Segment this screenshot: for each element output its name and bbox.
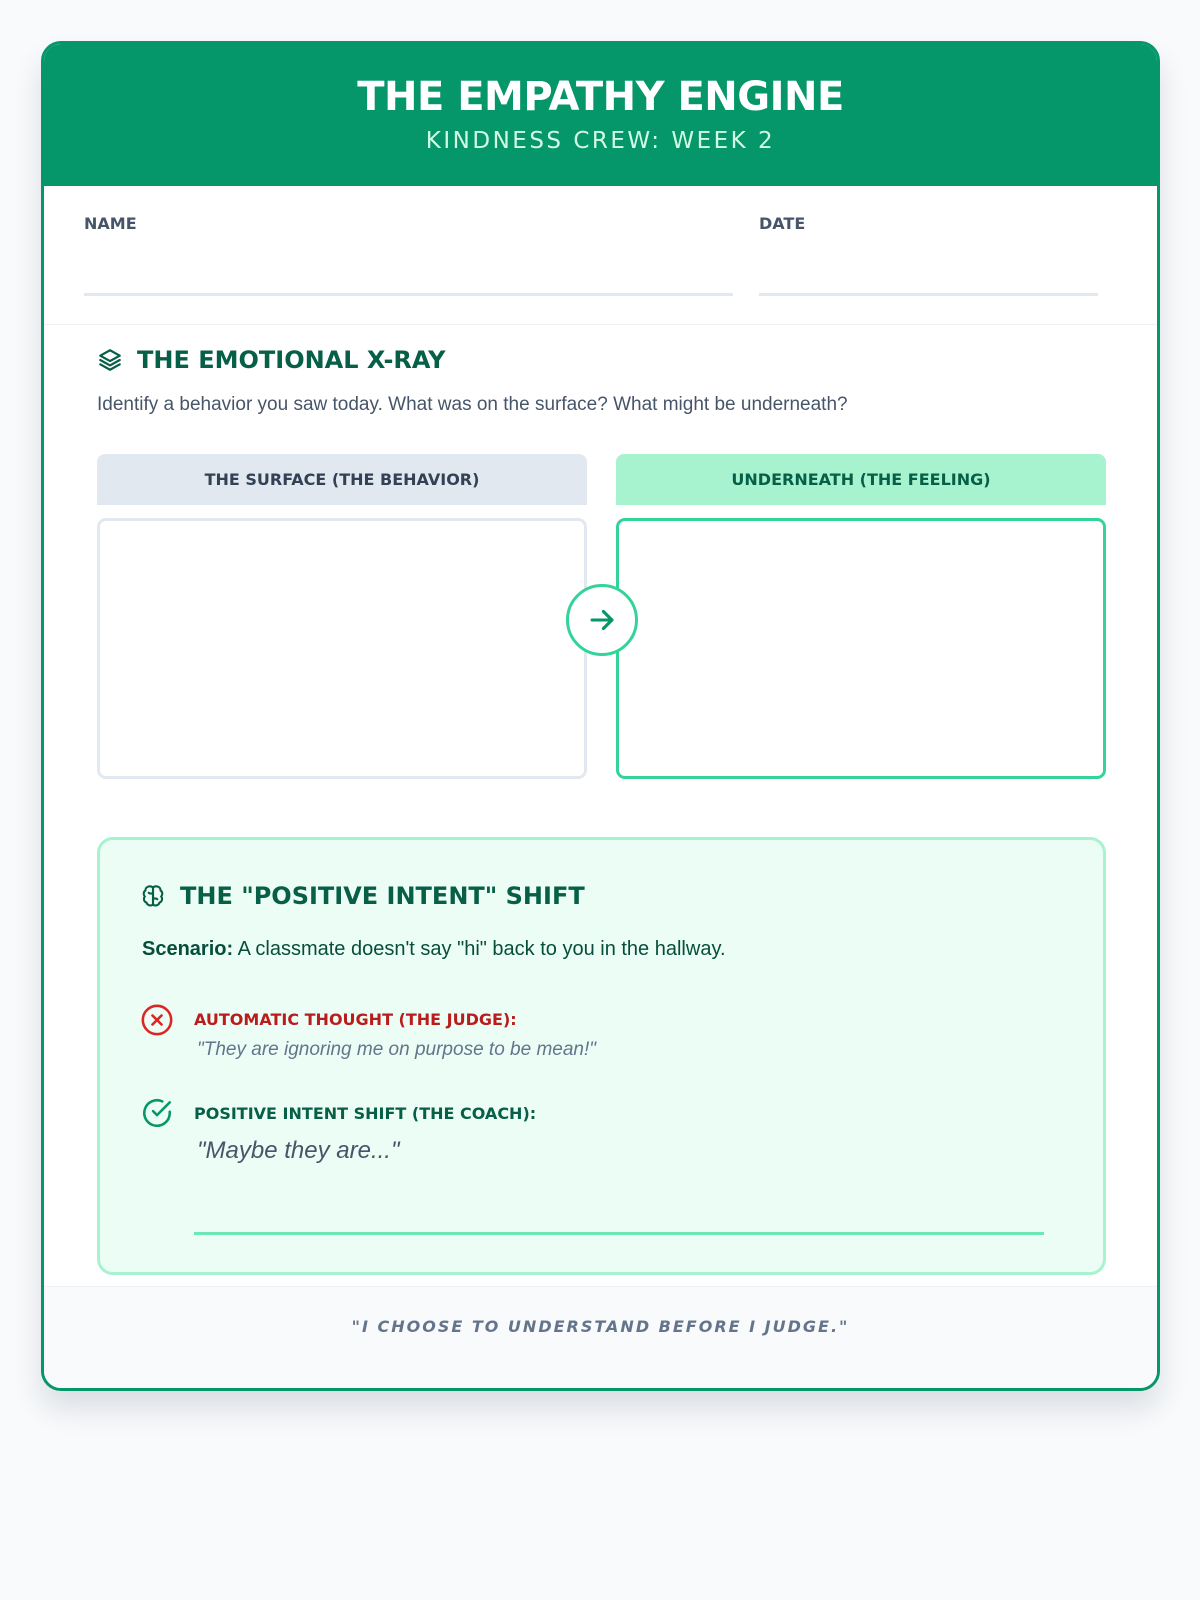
- section-divider: [44, 324, 1157, 325]
- worksheet-footer: [44, 1286, 1157, 1391]
- xray-instructions: Identify a behavior you saw today. What was on the surface? What might be underneath?: [97, 394, 848, 415]
- surface-answer-box[interactable]: [97, 518, 587, 779]
- underneath-answer-box[interactable]: [616, 518, 1106, 779]
- worksheet-subtitle: KINDNESS CREW: WEEK 2: [425, 128, 776, 154]
- footer-quote: "I CHOOSE TO UNDERSTAND BEFORE I JUDGE.": [351, 1317, 850, 1336]
- positive-intent-prompt: "Maybe they are...": [197, 1137, 400, 1164]
- name-field[interactable]: [84, 293, 733, 296]
- worksheet-title: THE EMPATHY ENGINE: [357, 74, 844, 120]
- positive-intent-answer-line[interactable]: [194, 1232, 1044, 1235]
- shift-section-title: [140, 882, 585, 910]
- positive-intent-panel: [97, 837, 1106, 1275]
- surface-column-header: THE SURFACE (THE BEHAVIOR): [97, 454, 587, 505]
- positive-intent-label: POSITIVE INTENT SHIFT (THE COACH):: [194, 1104, 537, 1123]
- xray-section-title: [97, 346, 446, 374]
- scenario-label: Scenario:: [142, 938, 234, 960]
- worksheet-header: [44, 44, 1157, 186]
- worksheet-card: [41, 41, 1160, 1391]
- date-field[interactable]: [759, 293, 1098, 296]
- automatic-thought-label: AUTOMATIC THOUGHT (THE JUDGE):: [194, 1010, 517, 1029]
- x-circle-icon: [140, 1003, 174, 1037]
- xray-title-text: THE EMOTIONAL X-RAY: [137, 346, 446, 374]
- automatic-thought-text: "They are ignoring me on purpose to be mean!": [197, 1039, 596, 1060]
- name-label: NAME: [84, 214, 137, 233]
- arrow-badge: [566, 584, 638, 656]
- scenario-text: [142, 938, 726, 961]
- date-label: DATE: [759, 214, 806, 233]
- arrow-right-icon: [585, 603, 619, 637]
- shift-title-text: THE "POSITIVE INTENT" SHIFT: [180, 882, 585, 910]
- brain-icon: [140, 883, 166, 909]
- scenario-body: A classmate doesn't say "hi" back to you in the hallway.: [233, 938, 726, 960]
- underneath-column-header: UNDERNEATH (THE FEELING): [616, 454, 1106, 505]
- check-circle-icon: [140, 1096, 174, 1130]
- layers-icon: [97, 347, 123, 373]
